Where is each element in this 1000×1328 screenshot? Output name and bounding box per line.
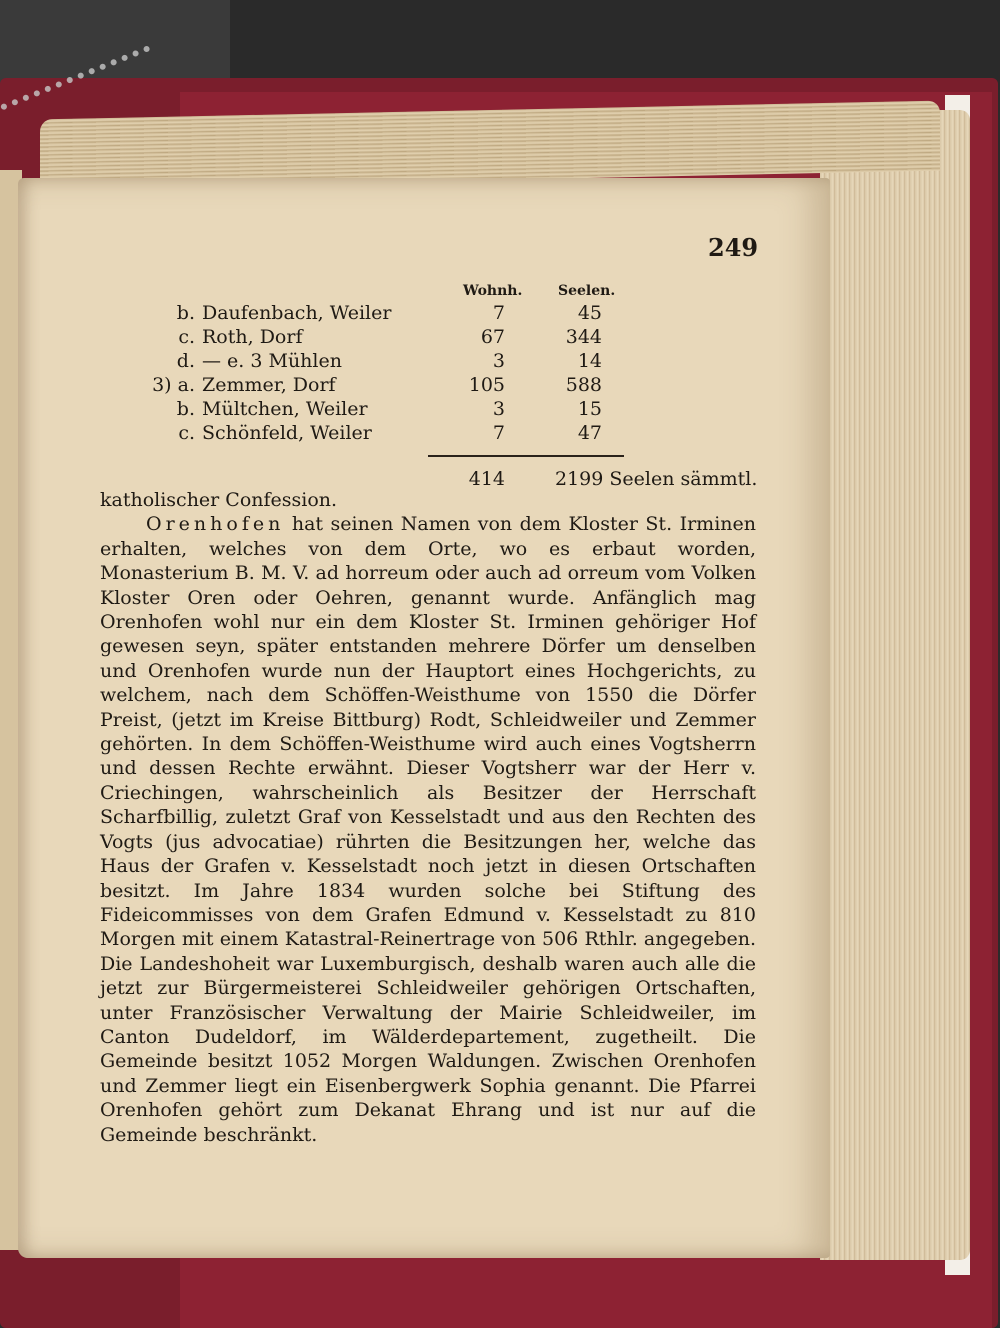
row-souls: 45 — [577, 302, 602, 324]
row-dwellings: 7 — [492, 422, 505, 444]
row-prefix: d. — [176, 350, 195, 372]
sum-rule — [428, 455, 624, 457]
body-text — [100, 488, 756, 1147]
row-prefix: c. — [178, 422, 195, 444]
row-souls: 47 — [577, 422, 602, 444]
row-prefix: b. — [176, 302, 195, 324]
paragraph — [100, 512, 756, 1147]
row-souls: 344 — [565, 326, 602, 348]
row-souls: 588 — [565, 374, 602, 396]
row-label: Mültchen, Weiler — [202, 398, 368, 420]
row-label: — e. 3 Mühlen — [202, 350, 342, 372]
paragraph-text: hat seinen Namen von dem Kloster St. Irminen erhalten, welches von dem Orte, wo es erbaut worden, Monasterium B. M. V. ad horreum oder auch ad orreum vom Volken Kloster Oren oder Oehren, genannt wurde. Anfänglich mag Orenhofen wohl nur ein dem Kloster St. Irminen gehöriger Hof gewesen seyn, später entstanden mehrere Dörfer um denselben und Orenhofen wurde nun der Hauptort eines Hochgerichts, zu welchem, nach dem Schöffen-Weisthume von 1550 die Dörfer Preist, (jetzt im Kreise Bittburg) Rodt, Schleidweiler und Zemmer gehörten. In dem Schöffen-Weisthume wird auch eines Vogtsherrn und dessen Rechte erwähnt. Dieser Vogtsherr war der Herr v. Criechingen, wahrscheinlich als Besitzer der Herrschaft Scharfbillig, zuletzt Graf von Kesselstadt und aus den Rechten des Vogts (jus advocatiae) rührten die Besitzungen her, welche das Haus der Grafen v. Kesselstadt noch jetzt in diesen Ortschaften besitzt. Im Jahre 1834 wurden solche bei Stiftung des Fideicommisses von dem Grafen Edmund v. Kesselstadt zu 810 Morgen mit einem Katastral-Reinertrage von 506 Rthlr. angegeben. Die Landeshoheit war Luxemburgisch, deshalb waren auch alle die jetzt zur Bürgermeisterei Schleidweiler gehörigen Ortschaften, unter Französischer Verwaltung der Mairie Schleidweiler, im Canton Dudeldorf, im Wälderdepartement, zugetheilt. Die Gemeinde besitzt 1052 Morgen Waldungen. Zwischen Orenhofen und Zemmer liegt ein Eisenbergwerk Sophia genannt. Die Pfarrei Orenhofen gehört zum Dekanat Ehrang und ist nur auf die Gemeinde beschränkt. — [100, 513, 756, 1146]
row-label: Schönfeld, Weiler — [202, 422, 372, 444]
lead-word: Orenhofen — [146, 513, 285, 536]
row-dwellings: 7 — [492, 302, 505, 324]
row-label: Daufenbach, Weiler — [202, 302, 392, 324]
row-prefix: c. — [178, 326, 195, 348]
row-souls: 15 — [577, 398, 602, 420]
row-dwellings: 3 — [492, 350, 505, 372]
row-dwellings: 105 — [468, 374, 505, 396]
total-souls: 2199 Seelen sämmtl. — [555, 468, 758, 490]
row-dwellings: 3 — [492, 398, 505, 420]
total-dwellings: 414 — [468, 468, 505, 490]
page-number: 249 — [708, 233, 759, 262]
row-souls: 14 — [577, 350, 602, 372]
row-label: Zemmer, Dorf — [202, 374, 336, 396]
continuation-line: katholischer Confession. — [100, 489, 338, 511]
row-dwellings: 67 — [480, 326, 505, 348]
row-prefix: 3) a. — [152, 374, 195, 396]
column-header-dwellings: Wohnh. — [463, 283, 523, 299]
row-prefix: b. — [176, 398, 195, 420]
row-label: Roth, Dorf — [202, 326, 303, 348]
column-header-souls: Seelen. — [558, 283, 616, 299]
